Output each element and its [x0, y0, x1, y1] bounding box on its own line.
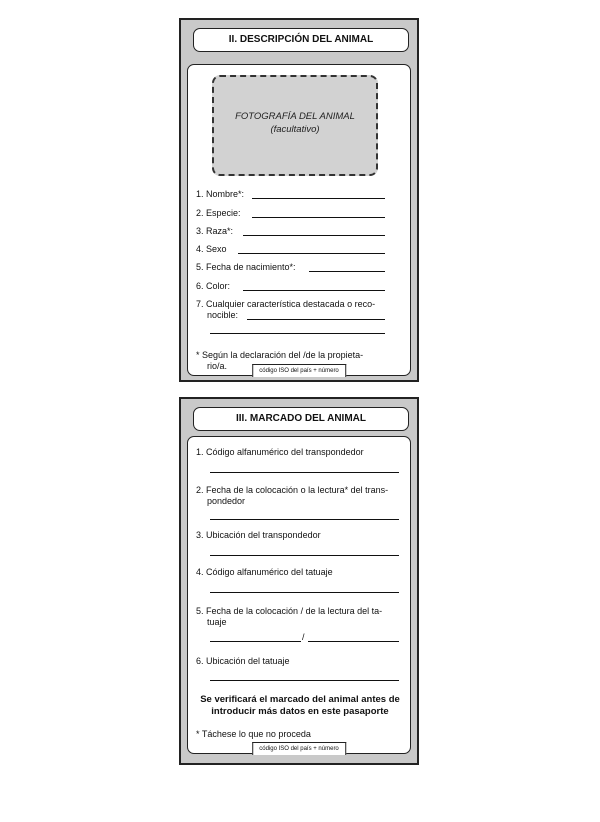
field-label-transponder-date: 2. Fecha de la colocación o la lectura* del trans-: [196, 485, 389, 495]
date-separator: /: [302, 632, 305, 642]
field-line-breed[interactable]: [243, 235, 385, 236]
verification-notice-line2: introducir más datos en este pasaporte: [211, 706, 389, 717]
verification-notice-line1: Se verificará el marcado del animal antes de: [200, 694, 400, 705]
footnote-line2: rio/a.: [207, 361, 228, 371]
field-label-sex: 4. Sexo: [196, 244, 227, 254]
field-line-transponder-code[interactable]: [210, 472, 399, 473]
field-label-transponder-location: 3. Ubicación del transpondedor: [196, 530, 321, 540]
field-line-characteristics[interactable]: [247, 319, 385, 320]
photo-placeholder: [212, 75, 378, 176]
field-label-color: 6. Color:: [196, 281, 231, 291]
field-label-transponder-code: 1. Código alfanumérico del transpondedor: [196, 447, 364, 457]
field-label-birthdate: 5. Fecha de nacimiento*:: [196, 262, 296, 272]
field-line-transponder-date[interactable]: [210, 519, 399, 520]
field-line-tattoo-code[interactable]: [210, 592, 399, 593]
field-line-tattoo-date-right[interactable]: [308, 641, 399, 642]
field-line-name[interactable]: [252, 198, 385, 199]
field-line-color[interactable]: [243, 290, 385, 291]
field-line-transponder-location[interactable]: [210, 555, 399, 556]
field-label-characteristics: 7. Cualquier característica destacada o reco-: [196, 299, 376, 309]
field-label-species: 2. Especie:: [196, 208, 241, 218]
section-title: III. MARCADO DEL ANIMAL: [193, 407, 409, 431]
passport-page-marking: [179, 397, 419, 765]
field-line-sex[interactable]: [238, 253, 385, 254]
field-label-tattoo-location: 6. Ubicación del tatuaje: [196, 656, 290, 666]
passport-page-description: [179, 18, 419, 382]
field-line-tattoo-location[interactable]: [210, 680, 399, 681]
field-line-tattoo-date-left[interactable]: [210, 641, 301, 642]
footer-iso-code: código ISO del país + número: [252, 742, 346, 755]
field-label-transponder-date-cont: pondedor: [207, 496, 246, 506]
field-label-tattoo-date: 5. Fecha de la colocación / de la lectura del ta-: [196, 606, 383, 616]
description-panel: [187, 64, 411, 376]
field-line-birthdate[interactable]: [309, 271, 385, 272]
field-line-characteristics-2[interactable]: [210, 333, 385, 334]
footer-iso-code: código ISO del país + número: [252, 364, 346, 377]
photo-optional-label: (facultativo): [270, 124, 320, 135]
footnote: * Táchese lo que no proceda: [196, 729, 311, 739]
marking-panel: [187, 436, 411, 754]
field-label-breed: 3. Raza*:: [196, 226, 234, 236]
field-label-characteristics-cont: nocible:: [207, 310, 239, 320]
field-label-tattoo-date-cont: tuaje: [207, 617, 227, 627]
footnote-line1: * Según la declaración del /de la propieta-: [196, 350, 364, 360]
photo-label: FOTOGRAFÍA DEL ANIMAL: [235, 111, 355, 122]
field-label-tattoo-code: 4. Código alfanumérico del tatuaje: [196, 567, 333, 577]
section-title: II. DESCRIPCIÓN DEL ANIMAL: [193, 28, 409, 52]
field-line-species[interactable]: [252, 217, 385, 218]
field-label-name: 1. Nombre*:: [196, 189, 245, 199]
